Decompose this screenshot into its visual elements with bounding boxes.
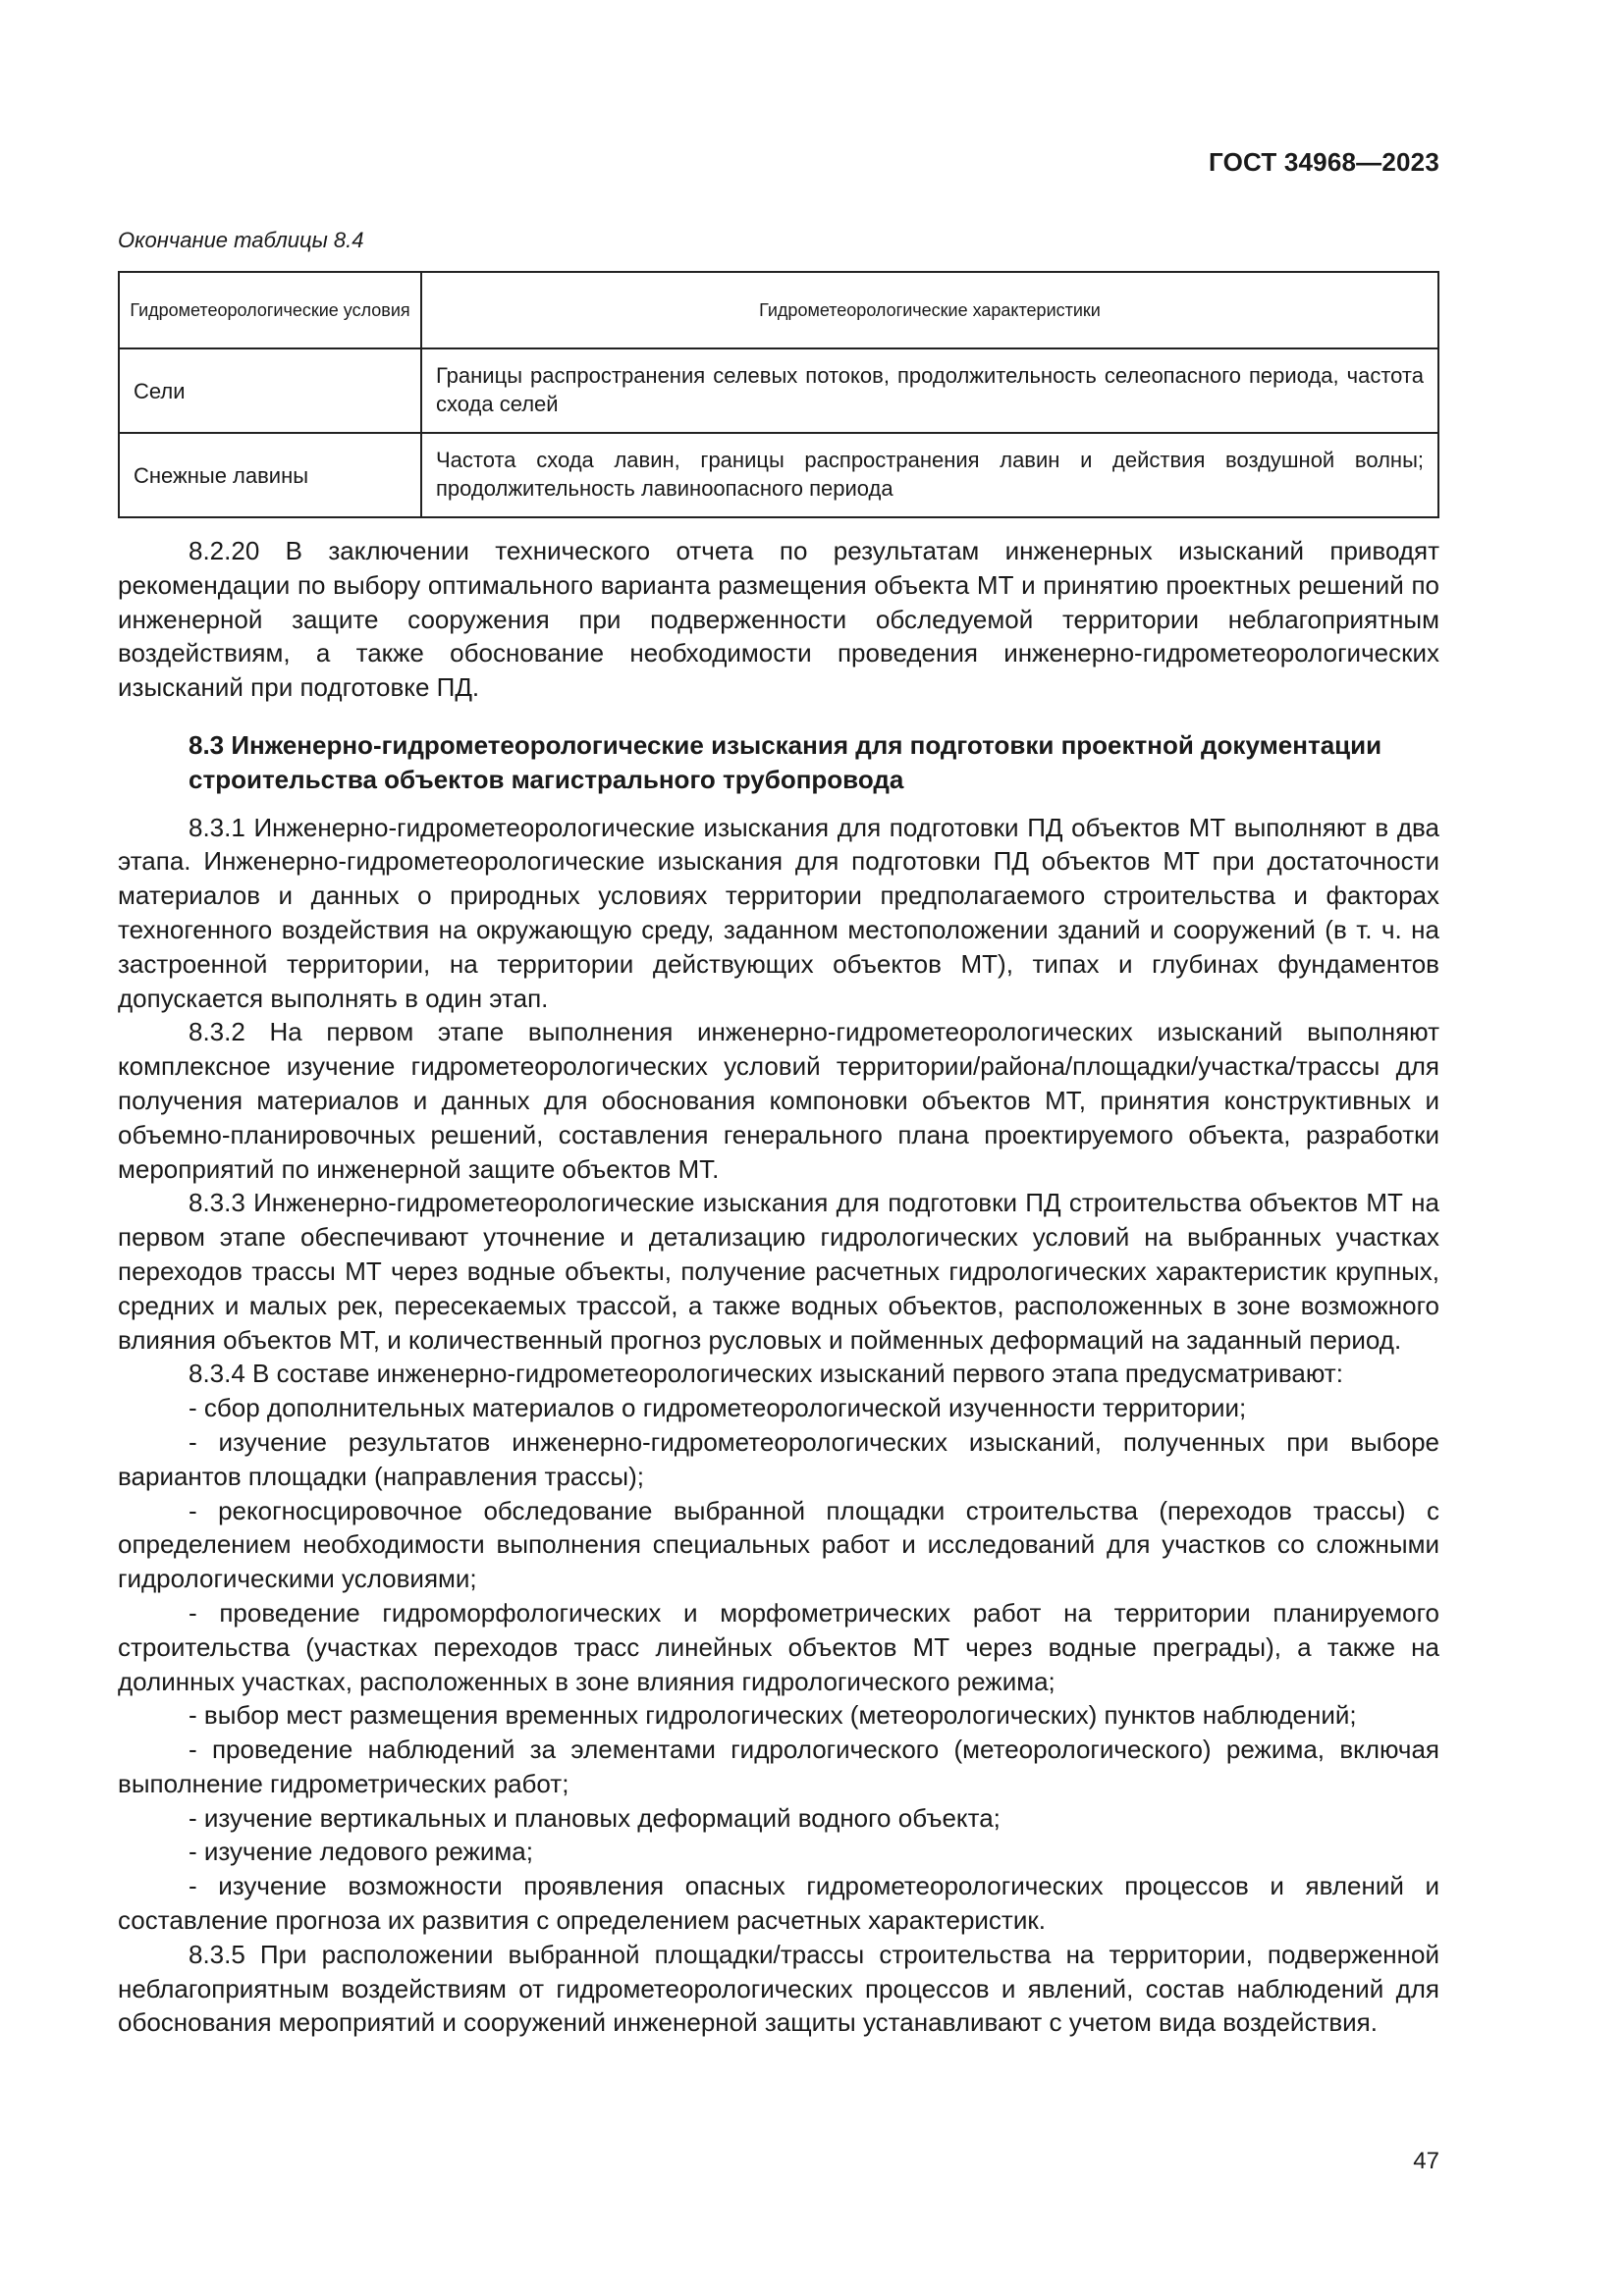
table-cell-characteristics: Частота схода лавин, границы распространения лавин и действия воздушной волны; продолжительность лавиноопасного периода [421,433,1438,517]
table-caption: Окончание таблицы 8.4 [118,228,364,252]
table-cell-characteristics: Границы распространения селевых потоков, продолжительность селеопасного периода, частота схода селей [421,348,1438,433]
table-cell-condition: Сели [119,348,421,433]
paragraph-8-3-2: 8.3.2 На первом этапе выполнения инженерно-гидрометеорологических изысканий выполняют комплексное изучение гидрометеорологических условий территории/района/площадки/участка/трассы для получения материалов и данных для обоснования компоновки объектов МТ, принятия конструктивных и объемно-планировочных решений, составления генерального плана проектируемого объекта, разработки мероприятий по инженерной защите объектов МТ. [118,1017,1439,1184]
list-item: - изучение вертикальных и плановых деформаций водного объекта; [189,1802,1001,1833]
document-body [118,534,1439,2040]
column-header-conditions: Гидрометеорологические условия [119,272,421,348]
column-header-characteristics: Гидрометеорологические характеристики [421,272,1438,348]
table-row [119,433,1438,517]
section-heading-8-3: 8.3 Инженерно-гидрометеорологические изыскания для подготовки проектной документации строительства объектов магистрального трубопровода [189,729,1382,794]
table-header-row [119,272,1438,348]
paragraph-8-3-3: 8.3.3 Инженерно-гидрометеорологические изыскания для подготовки ПД строительства объектов МТ на первом этапе обеспечивают уточнение и детализацию гидрологических условий на выбранных участках переходов трассы МТ через водные объекты, получение расчетных гидрологических характеристик крупных, средних и малых рек, пересекаемых трассой, а также водных объектов, расположенных в зоне возможного влияния объектов МТ, и количественный прогноз русловых и пойменных деформаций на заданный период. [118,1188,1439,1355]
list-item: - изучение возможности проявления опасных гидрометеорологических процессов и явлений и составление прогноза их развития с определением расчетных характеристик. [118,1871,1439,1936]
standard-code: ГОСТ 34968—2023 [1209,147,1439,177]
list-item: - проведение наблюдений за элементами гидрологического (метеорологического) режима, включая выполнение гидрометрических работ; [118,1735,1439,1798]
list-item: - изучение результатов инженерно-гидрометеорологических изысканий, полученных при выборе вариантов площадки (направления трассы); [118,1426,1439,1491]
list-item: - проведение гидроморфологических и морфометрических работ на территории планируемого строительства (участках переходов трасс линейных объектов МТ через водные преграды), а также на долинных участках, расположенных в зоне влияния гидрологического режима; [118,1597,1439,1696]
paragraph-8-3-1: 8.3.1 Инженерно-гидрометеорологические изыскания для подготовки ПД объектов МТ выполняют в два этапа. Инженерно-гидрометеорологические изыскания для подготовки ПД объектов МТ при достаточности материалов и данных о природных условиях территории предполагаемого строительства и факторах техногенного воздействия на окружающую среду, заданном местоположении зданий и сооружений (в т. ч. на застроенной территории, на территории действующих объектов МТ), типах и глубинах фундаментов допускается выполнять в один этап. [118,812,1439,1013]
list-item: - рекогносцировочное обследование выбранной площадки строительства (переходов трассы) с определением необходимости выполнения специальных работ и исследований для участков со сложными гидрологическими условиями; [118,1495,1439,1594]
paragraph-8-3-4: 8.3.4 В составе инженерно-гидрометеорологических изысканий первого этапа предусматривают: [189,1359,1343,1389]
table-cell-condition: Снежные лавины [119,433,421,517]
paragraph-8-2-20: 8.2.20 В заключении технического отчета по результатам инженерных изысканий приводят рекомендации по выбору оптимального варианта размещения объекта МТ и принятию проектных решений по инженерной защите сооружения при подверженности обследуемой территории неблагоприятным воздействиям, а также обоснование необходимости проведения инженерно-гидрометеорологических изысканий при подготовке ПД. [118,536,1439,703]
list-item: - выбор мест размещения временных гидрологических (метеорологических) пунктов наблюдений; [189,1700,1357,1731]
page-number: 47 [1413,2148,1439,2174]
hydrometeorological-table [118,271,1439,518]
list-item: - сбор дополнительных материалов о гидрометеорологической изученности территории; [189,1393,1247,1423]
paragraph-8-3-5: 8.3.5 При расположении выбранной площадки/трассы строительства на территории, подверженной неблагоприятным воздействиям от гидрометеорологических процессов и явлений, состав наблюдений для обоснования мероприятий и сооружений инженерной защиты устанавливают с учетом вида воздействия. [118,1939,1439,2038]
table-row [119,348,1438,433]
list-item: - изучение ледового режима; [189,1837,533,1867]
